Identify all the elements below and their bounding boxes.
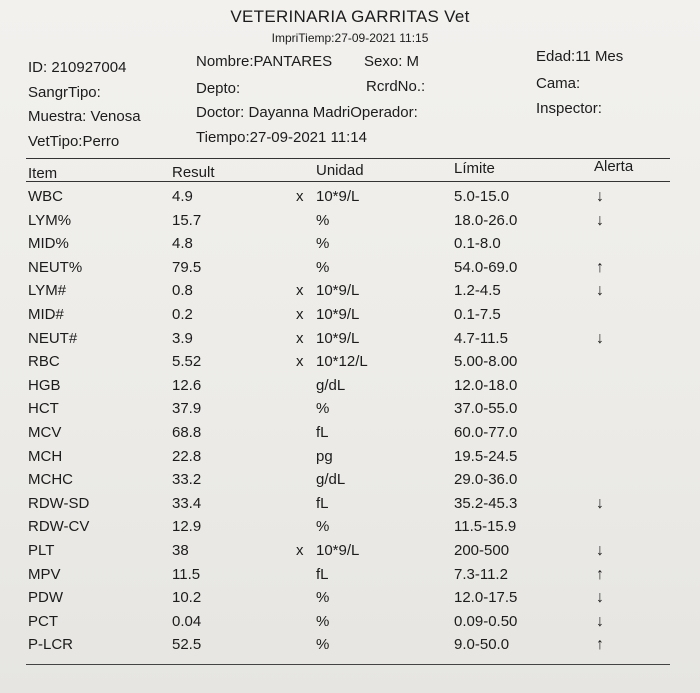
patient-name: Nombre:PANTARES — [196, 53, 333, 70]
row-result: 11.5 — [172, 565, 201, 583]
row-result: 22.8 — [172, 447, 202, 465]
row-limit: 5.00-8.00 — [454, 353, 518, 371]
table-row — [26, 564, 670, 587]
row-alert: ↓ — [596, 282, 604, 300]
row-limit: 37.0-55.0 — [454, 400, 518, 418]
record-number: RcrdNo.: — [366, 78, 426, 95]
row-unit: fL — [316, 494, 329, 512]
row-result: 79.5 — [172, 258, 202, 276]
table-row — [26, 257, 670, 280]
row-item: MPV — [28, 565, 61, 583]
row-limit: 11.5-15.9 — [454, 518, 517, 536]
row-alert: ↑ — [596, 565, 604, 583]
row-limit: 200-500 — [454, 542, 510, 559]
row-limit: 0.1-8.0 — [454, 235, 501, 253]
row-unit: pg — [316, 447, 333, 465]
row-result: 3.9 — [172, 329, 193, 347]
row-unit: 10*9/L — [316, 282, 360, 300]
department: Depto: — [196, 80, 241, 97]
table-row — [26, 351, 670, 374]
row-unit: % — [316, 518, 330, 536]
row-unit: % — [316, 258, 330, 276]
table-row — [26, 540, 670, 563]
row-unit: g/dL — [316, 471, 346, 489]
row-limit: 35.2-45.3 — [454, 494, 518, 512]
row-item: HCT — [28, 400, 59, 418]
row-item: PCT — [28, 612, 58, 630]
row-alert: ↓ — [596, 329, 604, 347]
row-limit: 9.0-50.0 — [454, 636, 510, 654]
row-limit: 0.1-7.5 — [454, 306, 501, 323]
row-limit: 29.0-36.0 — [454, 471, 518, 489]
row-unit: fL — [316, 424, 329, 441]
row-alert: ↓ — [596, 612, 604, 630]
col-result: Result — [172, 164, 215, 181]
clinic-title: VETERINARIA GARRITAS Vet — [230, 7, 470, 26]
row-unit: % — [316, 211, 330, 229]
row-unit: 10*9/L — [316, 188, 360, 205]
row-limit: 60.0-77.0 — [454, 424, 518, 441]
row-result: 0.2 — [172, 306, 193, 323]
row-result: 10.2 — [172, 589, 202, 607]
row-result: 5.52 — [172, 353, 202, 371]
row-alert: ↓ — [596, 542, 604, 559]
row-item: NEUT% — [28, 258, 83, 276]
results-table-header — [26, 158, 670, 182]
table-row — [26, 304, 670, 327]
row-item: MID% — [28, 235, 69, 253]
row-item: MCHC — [28, 471, 73, 489]
row-unit: fL — [316, 565, 329, 583]
row-item: WBC — [28, 188, 63, 205]
table-row — [26, 375, 670, 398]
table-row — [26, 611, 670, 634]
row-item: LYM# — [28, 282, 67, 300]
table-row — [26, 210, 670, 233]
row-result: 15.7 — [172, 211, 202, 229]
patient-sex: Sexo: M — [364, 53, 420, 70]
row-item: MID# — [28, 306, 64, 323]
row-limit: 12.0-17.5 — [454, 589, 518, 607]
row-item: HGB — [28, 376, 61, 394]
inspector: Inspector: — [536, 100, 602, 117]
row-result: 33.2 — [172, 471, 202, 489]
row-item: LYM% — [28, 211, 72, 229]
table-row — [26, 186, 670, 209]
row-unit: g/dL — [316, 376, 346, 394]
row-multiplier: x — [296, 353, 304, 371]
row-result: 0.04 — [172, 612, 202, 630]
row-item: MCH — [28, 447, 63, 465]
row-item: MCV — [28, 424, 62, 441]
doctor-operator: Doctor: Dayanna MadriOperador: — [196, 104, 418, 121]
row-unit: 10*9/L — [316, 542, 360, 559]
row-alert: ↓ — [596, 589, 604, 607]
row-alert: ↓ — [596, 211, 604, 229]
patient-id: ID: 210927004 — [28, 59, 127, 76]
blood-type: SangrTipo: — [28, 84, 101, 101]
row-multiplier: x — [296, 329, 304, 347]
col-item: Item — [28, 165, 58, 182]
row-item: PDW — [28, 589, 63, 607]
row-unit: 10*9/L — [316, 306, 360, 323]
row-result: 4.9 — [172, 188, 193, 205]
table-row — [26, 469, 670, 492]
row-unit: % — [316, 400, 330, 418]
col-unit: Unidad — [316, 162, 364, 179]
row-unit: 10*9/L — [316, 329, 360, 347]
table-row — [26, 233, 670, 256]
row-result: 12.6 — [172, 376, 202, 394]
row-result: 37.9 — [172, 400, 202, 418]
row-limit: 54.0-69.0 — [454, 258, 518, 276]
row-item: RDW-SD — [28, 494, 90, 512]
col-limit: Límite — [454, 160, 495, 177]
row-result: 52.5 — [172, 636, 202, 654]
sample-time: Tiempo:27-09-2021 11:14 — [196, 129, 367, 146]
row-result: 4.8 — [172, 235, 193, 253]
row-result: 33.4 — [172, 494, 202, 512]
row-result: 68.8 — [172, 424, 202, 441]
row-item: NEUT# — [28, 329, 78, 347]
animal-type: VetTipo:Perro — [28, 133, 120, 150]
table-row — [26, 398, 670, 421]
row-limit: 7.3-11.2 — [454, 565, 508, 583]
table-row — [26, 422, 670, 445]
row-multiplier: x — [296, 282, 304, 300]
row-alert: ↑ — [596, 258, 604, 276]
table-row — [26, 587, 670, 610]
row-alert: ↓ — [596, 188, 604, 205]
table-row — [26, 446, 670, 469]
row-item: PLT — [28, 542, 55, 559]
row-unit: % — [316, 589, 330, 607]
row-unit: 10*12/L — [316, 353, 368, 371]
row-multiplier: x — [296, 188, 304, 205]
row-result: 38 — [172, 542, 189, 559]
row-limit: 19.5-24.5 — [454, 447, 518, 465]
table-row — [26, 516, 670, 539]
sample-type: Muestra: Venosa — [28, 108, 141, 125]
row-item: RBC — [28, 353, 60, 371]
bed: Cama: — [536, 75, 581, 92]
row-multiplier: x — [296, 306, 304, 323]
row-limit: 0.09-0.50 — [454, 612, 518, 630]
row-unit: % — [316, 636, 330, 654]
table-row — [26, 493, 670, 516]
row-unit: % — [316, 235, 330, 253]
print-time: ImpriTiemp:27-09-2021 11:15 — [271, 31, 429, 45]
col-alert: Alerta — [594, 158, 634, 175]
table-row — [26, 634, 670, 657]
row-item: P-LCR — [28, 636, 74, 654]
row-item: RDW-CV — [28, 518, 90, 536]
row-limit: 1.2-4.5 — [454, 282, 501, 300]
row-alert: ↓ — [596, 494, 604, 512]
row-result: 12.9 — [172, 518, 202, 536]
table-bottom-rule — [26, 664, 670, 665]
table-row — [26, 280, 670, 303]
row-alert: ↑ — [596, 636, 604, 654]
row-result: 0.8 — [172, 282, 193, 300]
table-row — [26, 328, 670, 351]
row-multiplier: x — [296, 542, 304, 559]
row-limit: 18.0-26.0 — [454, 211, 518, 229]
patient-age: Edad:11 Mes — [536, 48, 624, 65]
row-limit: 5.0-15.0 — [454, 188, 510, 205]
row-limit: 12.0-18.0 — [454, 376, 518, 394]
row-unit: % — [316, 612, 330, 630]
row-limit: 4.7-11.5 — [454, 329, 508, 347]
